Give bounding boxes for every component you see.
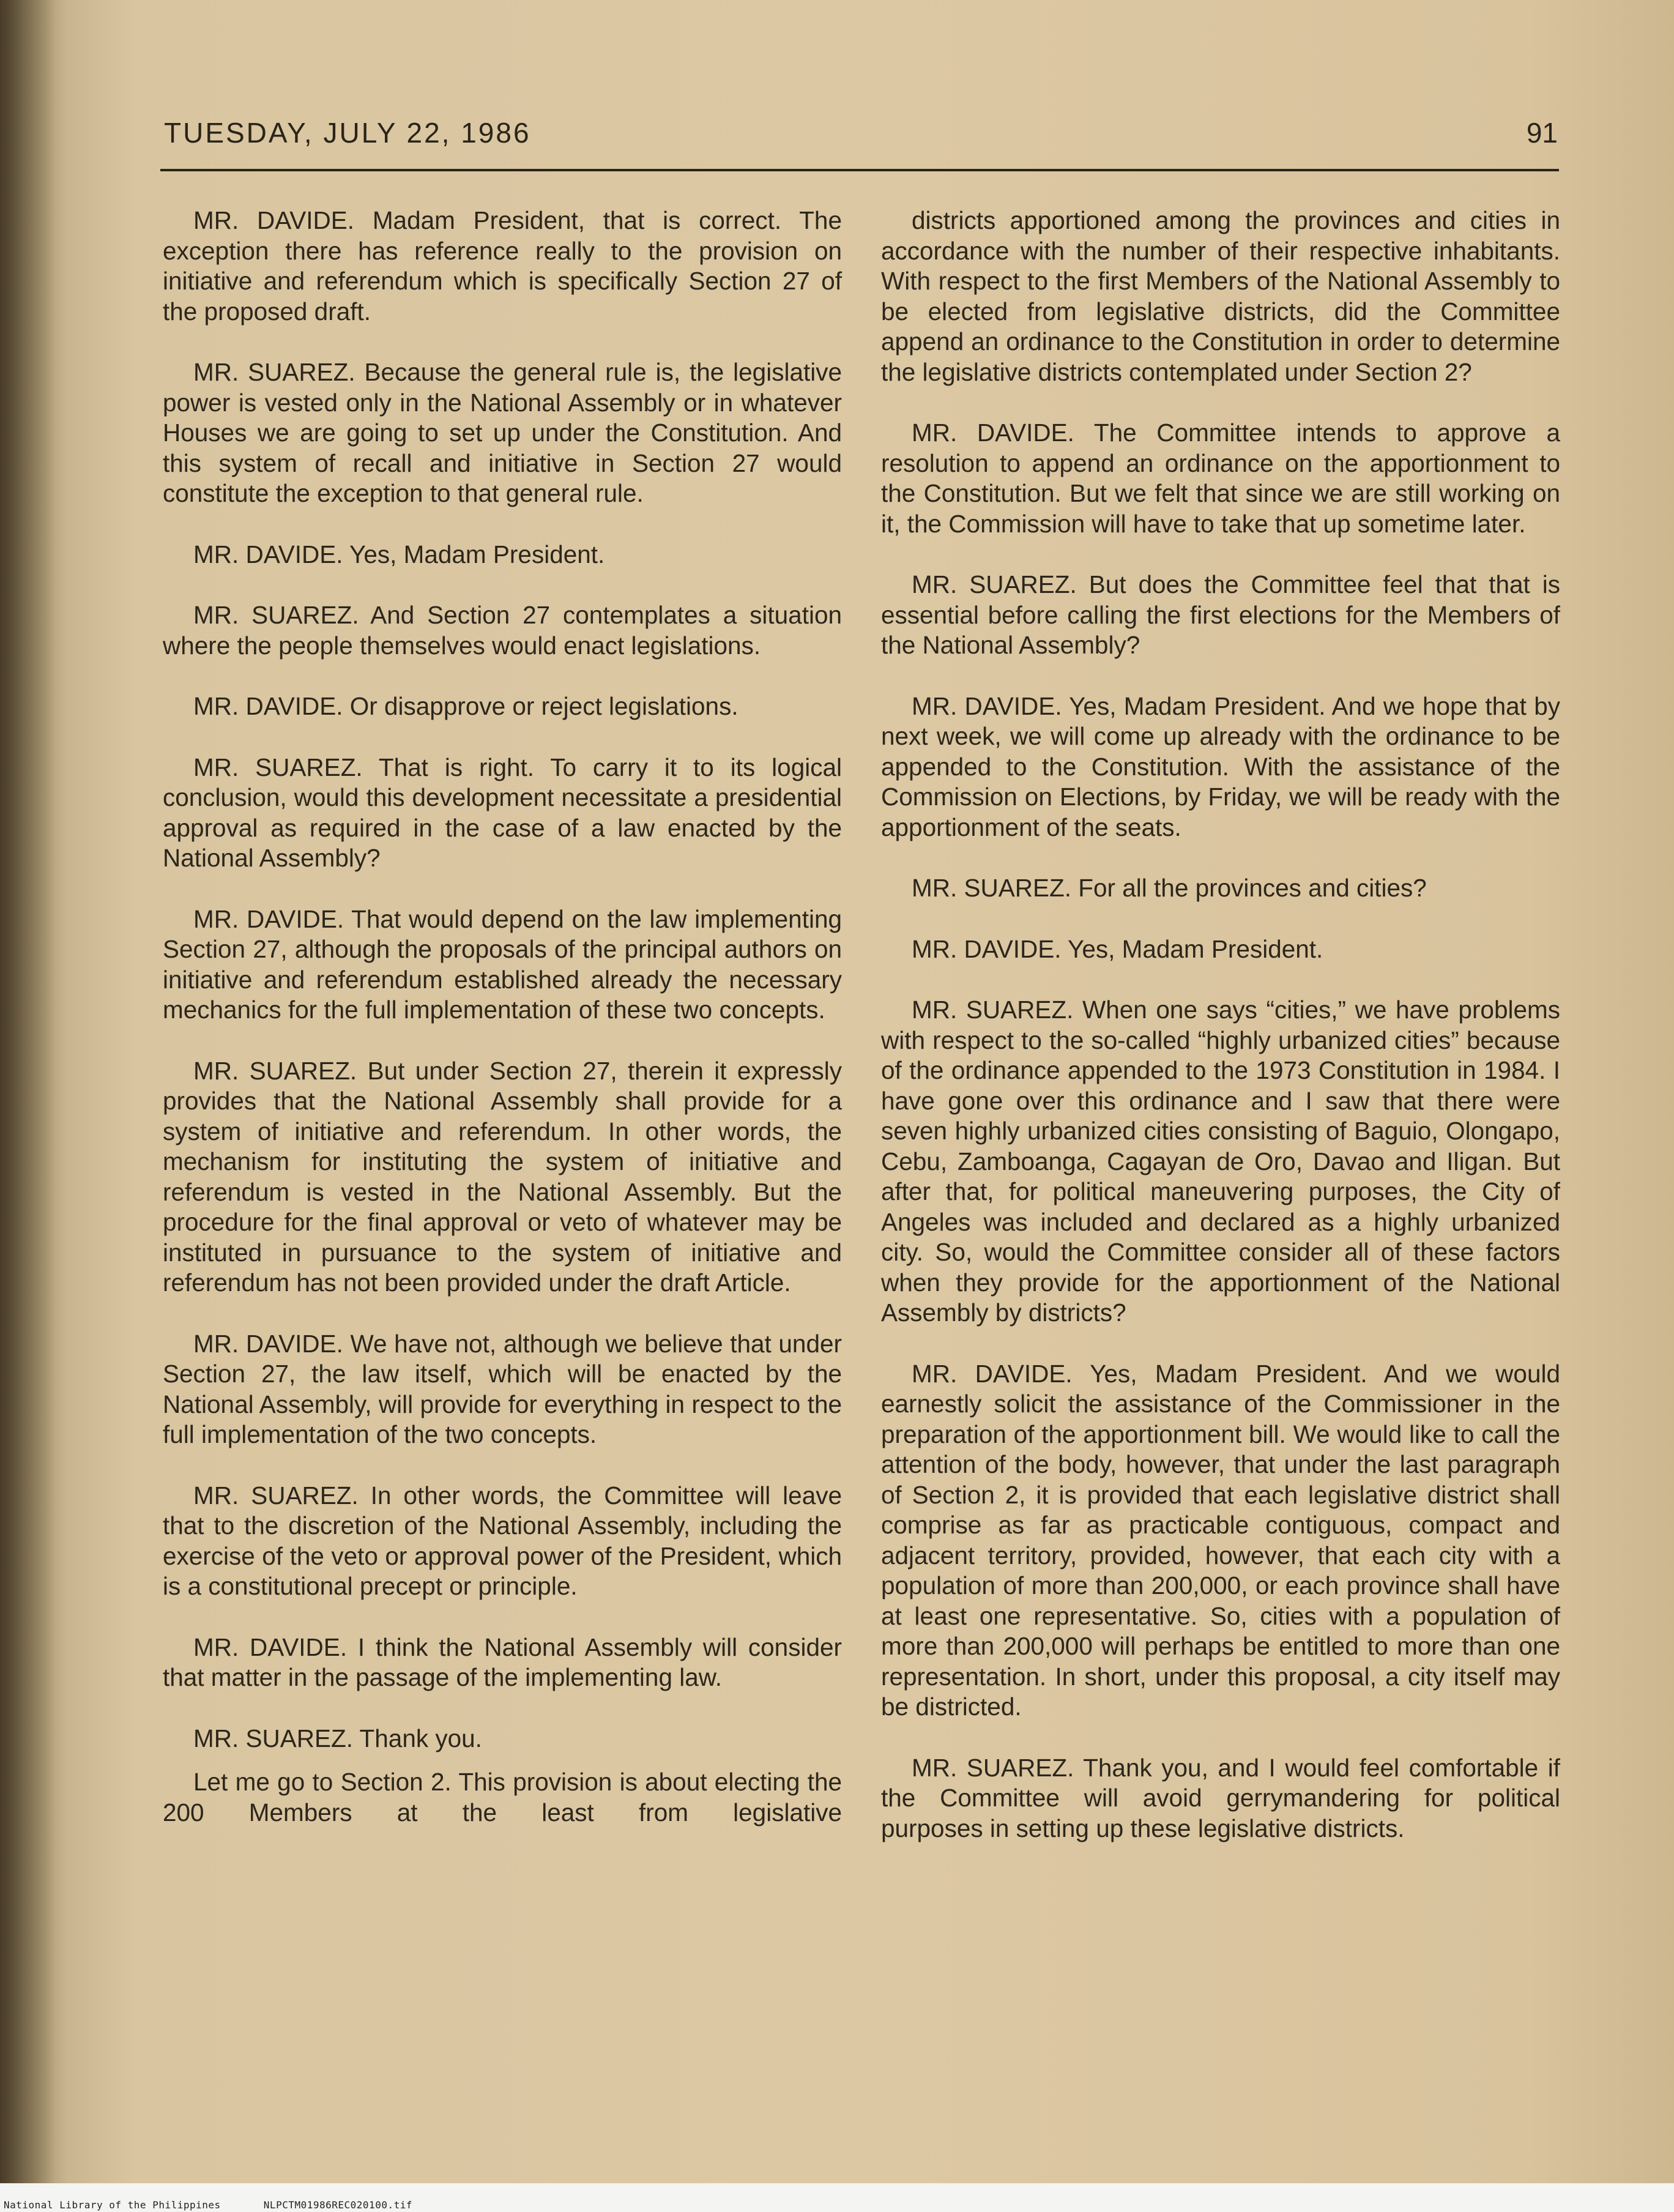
binding-shadow: [0, 0, 55, 2183]
paragraph: MR. SUAREZ. That is right. To carry it to its logical conclusion, would this development necessitate a presidential approval as required in the case of a law enacted by the National Assembly?: [163, 753, 842, 872]
right-column: [881, 206, 1560, 1874]
paragraph: MR. SUAREZ. Because the general rule is, the legislative power is vested only in the National Assembly or in whatever Houses we are going to set up under the Constitution. And this system of recall and initiative in Section 27 would constitute the exception to that general rule.: [163, 358, 842, 507]
scan-footer: [4, 2199, 449, 2211]
paragraph: MR. DAVIDE. Yes, Madam President.: [912, 934, 1323, 963]
paragraph: MR. DAVIDE. Madam President, that is correct. The exception there has reference really to the provision on initiative and referendum which is specifically Section 27 of the proposed draft.: [163, 206, 842, 326]
paragraph: MR. DAVIDE. Yes, Madam President. And we would earnestly solicit the assistance of the Commissioner in the preparation of the apportionment bill. We would like to call the attention of the body, however, that under the last paragraph of Section 2, it is provided that each legislative district shall comprise as far as practicable contiguous, compact and adjacent territory, provided, however, that each city with a population of more than 200,000, or each province shall have at least one representative. So, cities with a population of more than 200,000 will perhaps be entitled to more than one representation. In short, under this proposal, a city itself may be districted.: [881, 1359, 1560, 1721]
footer-library: National Library of the Philippines: [4, 2199, 221, 2211]
paragraph: districts apportioned among the provinces and cities in accordance with the number of their respective inhabitants. With respect to the first Members of the National Assembly to be elected from legislative districts, did the Committee append an ordinance to the Constitution in order to determine the legislative districts contemplated under Section 2?: [881, 206, 1560, 386]
left-column: [163, 206, 842, 1858]
paragraph: MR. DAVIDE. Yes, Madam President.: [193, 540, 605, 568]
paragraph: MR. DAVIDE. We have not, although we believe that under Section 27, the law itself, which will be enacted by the National Assembly, will provide for everything in respect to the full implementation of the two concepts.: [163, 1329, 842, 1448]
footer-file: NLPCTM01986REC020100.tif: [263, 2199, 412, 2211]
paragraph: MR. SUAREZ. Thank you, and I would feel comfortable if the Committee will avoid gerrymandering for political purposes in setting up these legislative districts.: [881, 1753, 1560, 1842]
page-header-date: TUESDAY, JULY 22, 1986: [164, 117, 531, 149]
paragraph: MR. SUAREZ. When one says “cities,” we have problems with respect to the so-called “highly urbanized cities” because of the ordinance appended to the 1973 Constitution in 1984. I have gone over this ordinance and I saw that there were seven highly urbanized cities consisting of Baguio, Olongapo, Cebu, Zamboanga, Cagayan de Oro, Davao and Iligan. But after that, for political maneuvering purposes, the City of Angeles was included and declared as a highly urbanized city. So, would the Committee consider all of these factors when they provide for the apportionment of the National Assembly by districts?: [881, 996, 1560, 1327]
paragraph: MR. DAVIDE. Or disapprove or reject legislations.: [193, 692, 738, 720]
paragraph: MR. DAVIDE. The Committee intends to approve a resolution to append an ordinance on the apportionment to the Constitution. But we felt that since we are still working on it, the Commission will have to take that up sometime later.: [881, 419, 1560, 538]
header-rule: [160, 169, 1559, 171]
paragraph: MR. DAVIDE. I think the National Assembly will consider that matter in the passage of the implementing law.: [163, 1633, 842, 1691]
paragraph: MR. SUAREZ. In other words, the Committee will leave that to the discretion of the National Assembly, including the exercise of the veto or approval power of the President, which is a constitutional precept or principle.: [163, 1481, 842, 1600]
paragraph: MR. SUAREZ. But does the Committee feel that that is essential before calling the first elections for the Members of the National Assembly?: [881, 570, 1560, 659]
paragraph: MR. SUAREZ. For all the provinces and cities?: [912, 874, 1427, 902]
page-number: 91: [1526, 117, 1558, 149]
paragraph: MR. DAVIDE. Yes, Madam President. And we hope that by next week, we will come up already with the ordinance to be appended to the Constitution. With the assistance of the Commission on Elections, by Friday, we will be ready with the apportionment of the seats.: [881, 691, 1560, 841]
paragraph: MR. DAVIDE. That would depend on the law implementing Section 27, although the proposals of the principal authors on initiative and referendum established already the necessary mechanics for the full implementation of these two concepts.: [163, 904, 842, 1024]
paragraph: MR. SUAREZ. But under Section 27, therein it expressly provides that the National Assembly shall provide for a system of initiative and referendum. In other words, the mechanism for instituting the system of initiative and referendum is vested in the National Assembly. But the procedure for the final approval or veto of whatever may be instituted in pursuance to the system of initiative and referendum has not been provided under the draft Article.: [163, 1056, 842, 1297]
paragraph: MR. SUAREZ. Thank you.: [193, 1724, 482, 1752]
paragraph: MR. SUAREZ. And Section 27 contemplates a situation where the people themselves would enact legislations.: [163, 601, 842, 660]
paragraph: Let me go to Section 2. This provision is about electing the 200 Members at the least from legislative: [163, 1768, 842, 1827]
